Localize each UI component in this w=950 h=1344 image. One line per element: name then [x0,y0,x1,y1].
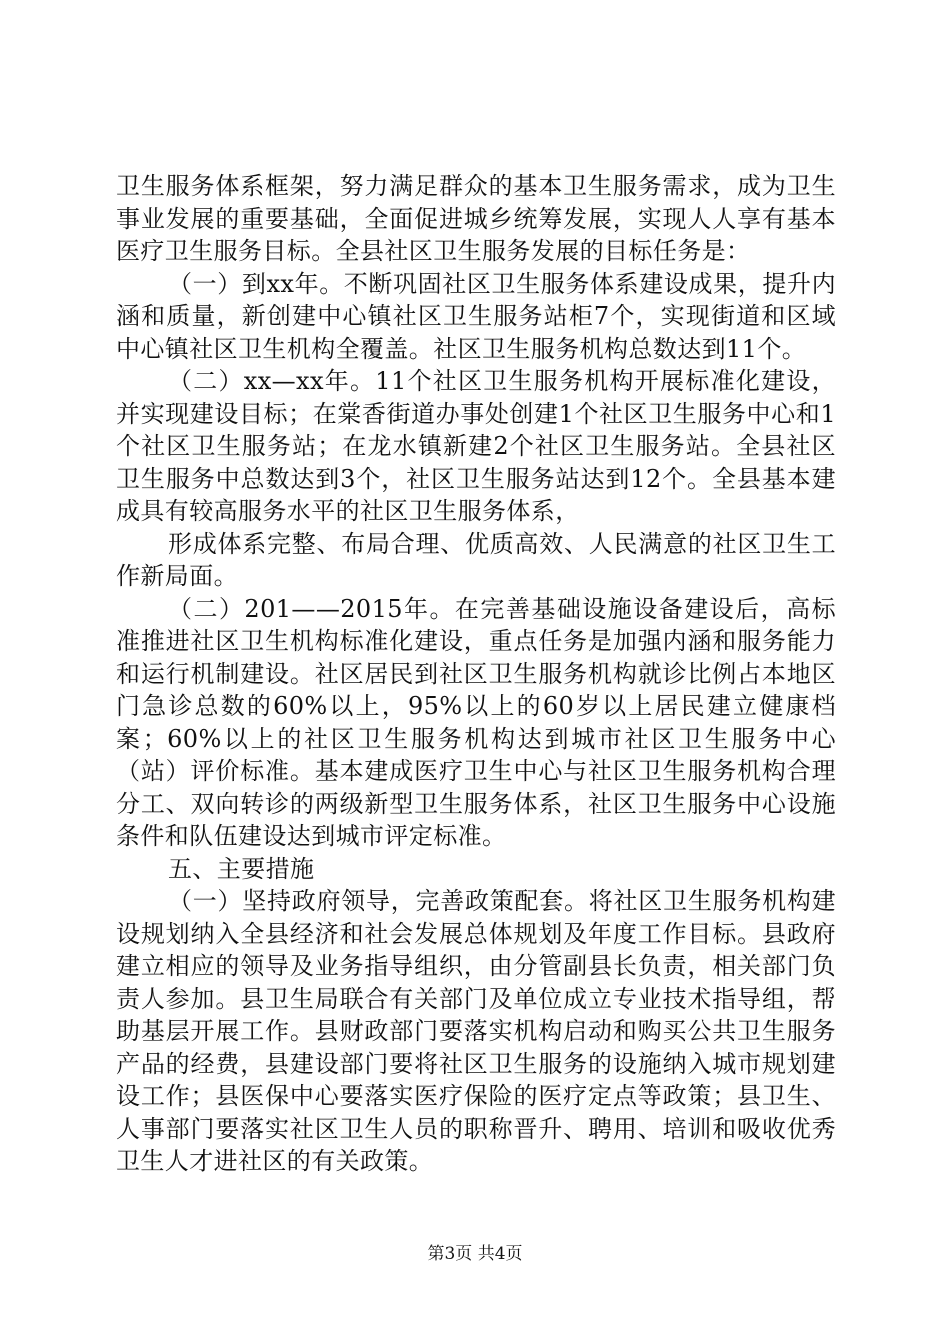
paragraph-measure-1: （一）坚持政府领导，完善政策配套。将社区卫生服务机构建设规划纳入全县经济和社会发展总体规划及年度工作目标。县政府建立相应的领导及业务指导组织，由分管副县长负责，相关部门负责人参加。县卫生局联合有关部门及单位成立专业技术指导组，帮助基层开展工作。县财政部门要落实机构启动和购买公共卫生服务产品的经费，县建设部门要将社区卫生服务的设施纳入城市规划建设工作；县医保中心要落实医疗保险的医疗定点等政策；县卫生、人事部门要落实社区卫生人员的职称晋升、聘用、培训和吸收优秀卫生人才进社区的有关政策。 [116,887,836,1175]
paragraph-goal-stage-2: （二）xx—xx年。11个社区卫生服务机构开展标准化建设，并实现建设目标；在棠香街道办事处创建1个社区卫生服务中心和1个社区卫生服务站；在龙水镇新建2个社区卫生服务站。全县社区卫生服务中总数达到3个，社区卫生服务站达到12个。全县基本建成具有较高服务水平的社区卫生服务体系， [116,367,836,525]
section-heading-measures: 五、主要措施 [168,854,315,883]
page-number: 第3页 共4页 [427,1244,523,1264]
paragraph-goal-stage-3: （二）201——2015年。在完善基础设施设备建设后，高标准推进社区卫生机构标准化建设，重点任务是加强内涵和服务能力和运行机制建设。社区居民到社区卫生服务机构就诊比例占本地区门急诊总数的60%以上，95%以上的60岁以上居民建立健康档案；60%以上的社区卫生服务机构达到城市社区卫生服务中心（站）评价标准。基本建成医疗卫生中心与社区卫生服务机构合理分工、双向转诊的两级新型卫生服务体系，社区卫生服务中心设施条件和队伍建设达到城市评定标准。 [116,594,836,850]
document-body [116,170,836,1178]
paragraph-goal-stage-1: （一）到xx年。不断巩固社区卫生服务体系建设成果，提升内涵和质量，新创建中心镇社区卫生服务站柜7个，实现街道和区域中心镇社区卫生机构全覆盖。社区卫生服务机构总数达到11个。 [116,269,836,363]
paragraph-goal-intro: 卫生服务体系框架，努力满足群众的基本卫生服务需求，成为卫生事业发展的重要基础，全面促进城乡统筹发展，实现人人享有基本医疗卫生服务目标。全县社区卫生服务发展的目标任务是： [116,172,836,265]
paragraph-goal-stage-2-cont: 形成体系完整、布局合理、优质高效、人民满意的社区卫生工作新局面。 [116,529,836,590]
page-footer [0,1244,950,1264]
